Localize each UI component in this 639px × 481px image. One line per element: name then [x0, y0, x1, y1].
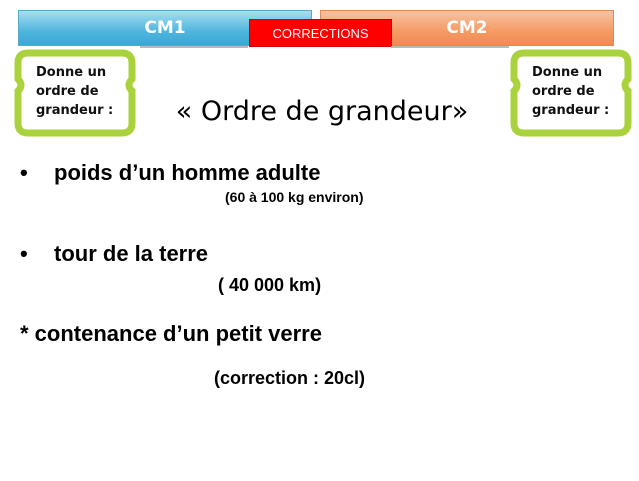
note-text-left: Donne un ordre de grandeur : [36, 65, 114, 118]
item-glass: * contenance d’un petit verre [20, 321, 322, 346]
header-divider-left [140, 46, 248, 48]
answer-glass: (correction : 20cl) [214, 368, 366, 388]
note-card-right [510, 49, 632, 137]
bullet-marker: • [20, 160, 28, 185]
cm1-label: CM1 [144, 18, 186, 38]
corrections-badge [249, 19, 392, 47]
item-weight: poids d’un homme adulte [54, 160, 321, 185]
answer-weight: (60 à 100 kg environ) [225, 189, 364, 205]
note-card-left [14, 49, 136, 137]
bullet-marker: • [20, 241, 28, 266]
header-divider-right [391, 46, 509, 48]
note-text-right: Donne un ordre de grandeur : [532, 65, 610, 118]
corrections-label: CORRECTIONS [272, 25, 369, 41]
cm2-label: CM2 [446, 18, 488, 38]
item-earth: tour de la terre [54, 241, 209, 266]
answer-earth: ( 40 000 km) [218, 275, 322, 295]
page-title: « Ordre de grandeur» [175, 96, 469, 127]
